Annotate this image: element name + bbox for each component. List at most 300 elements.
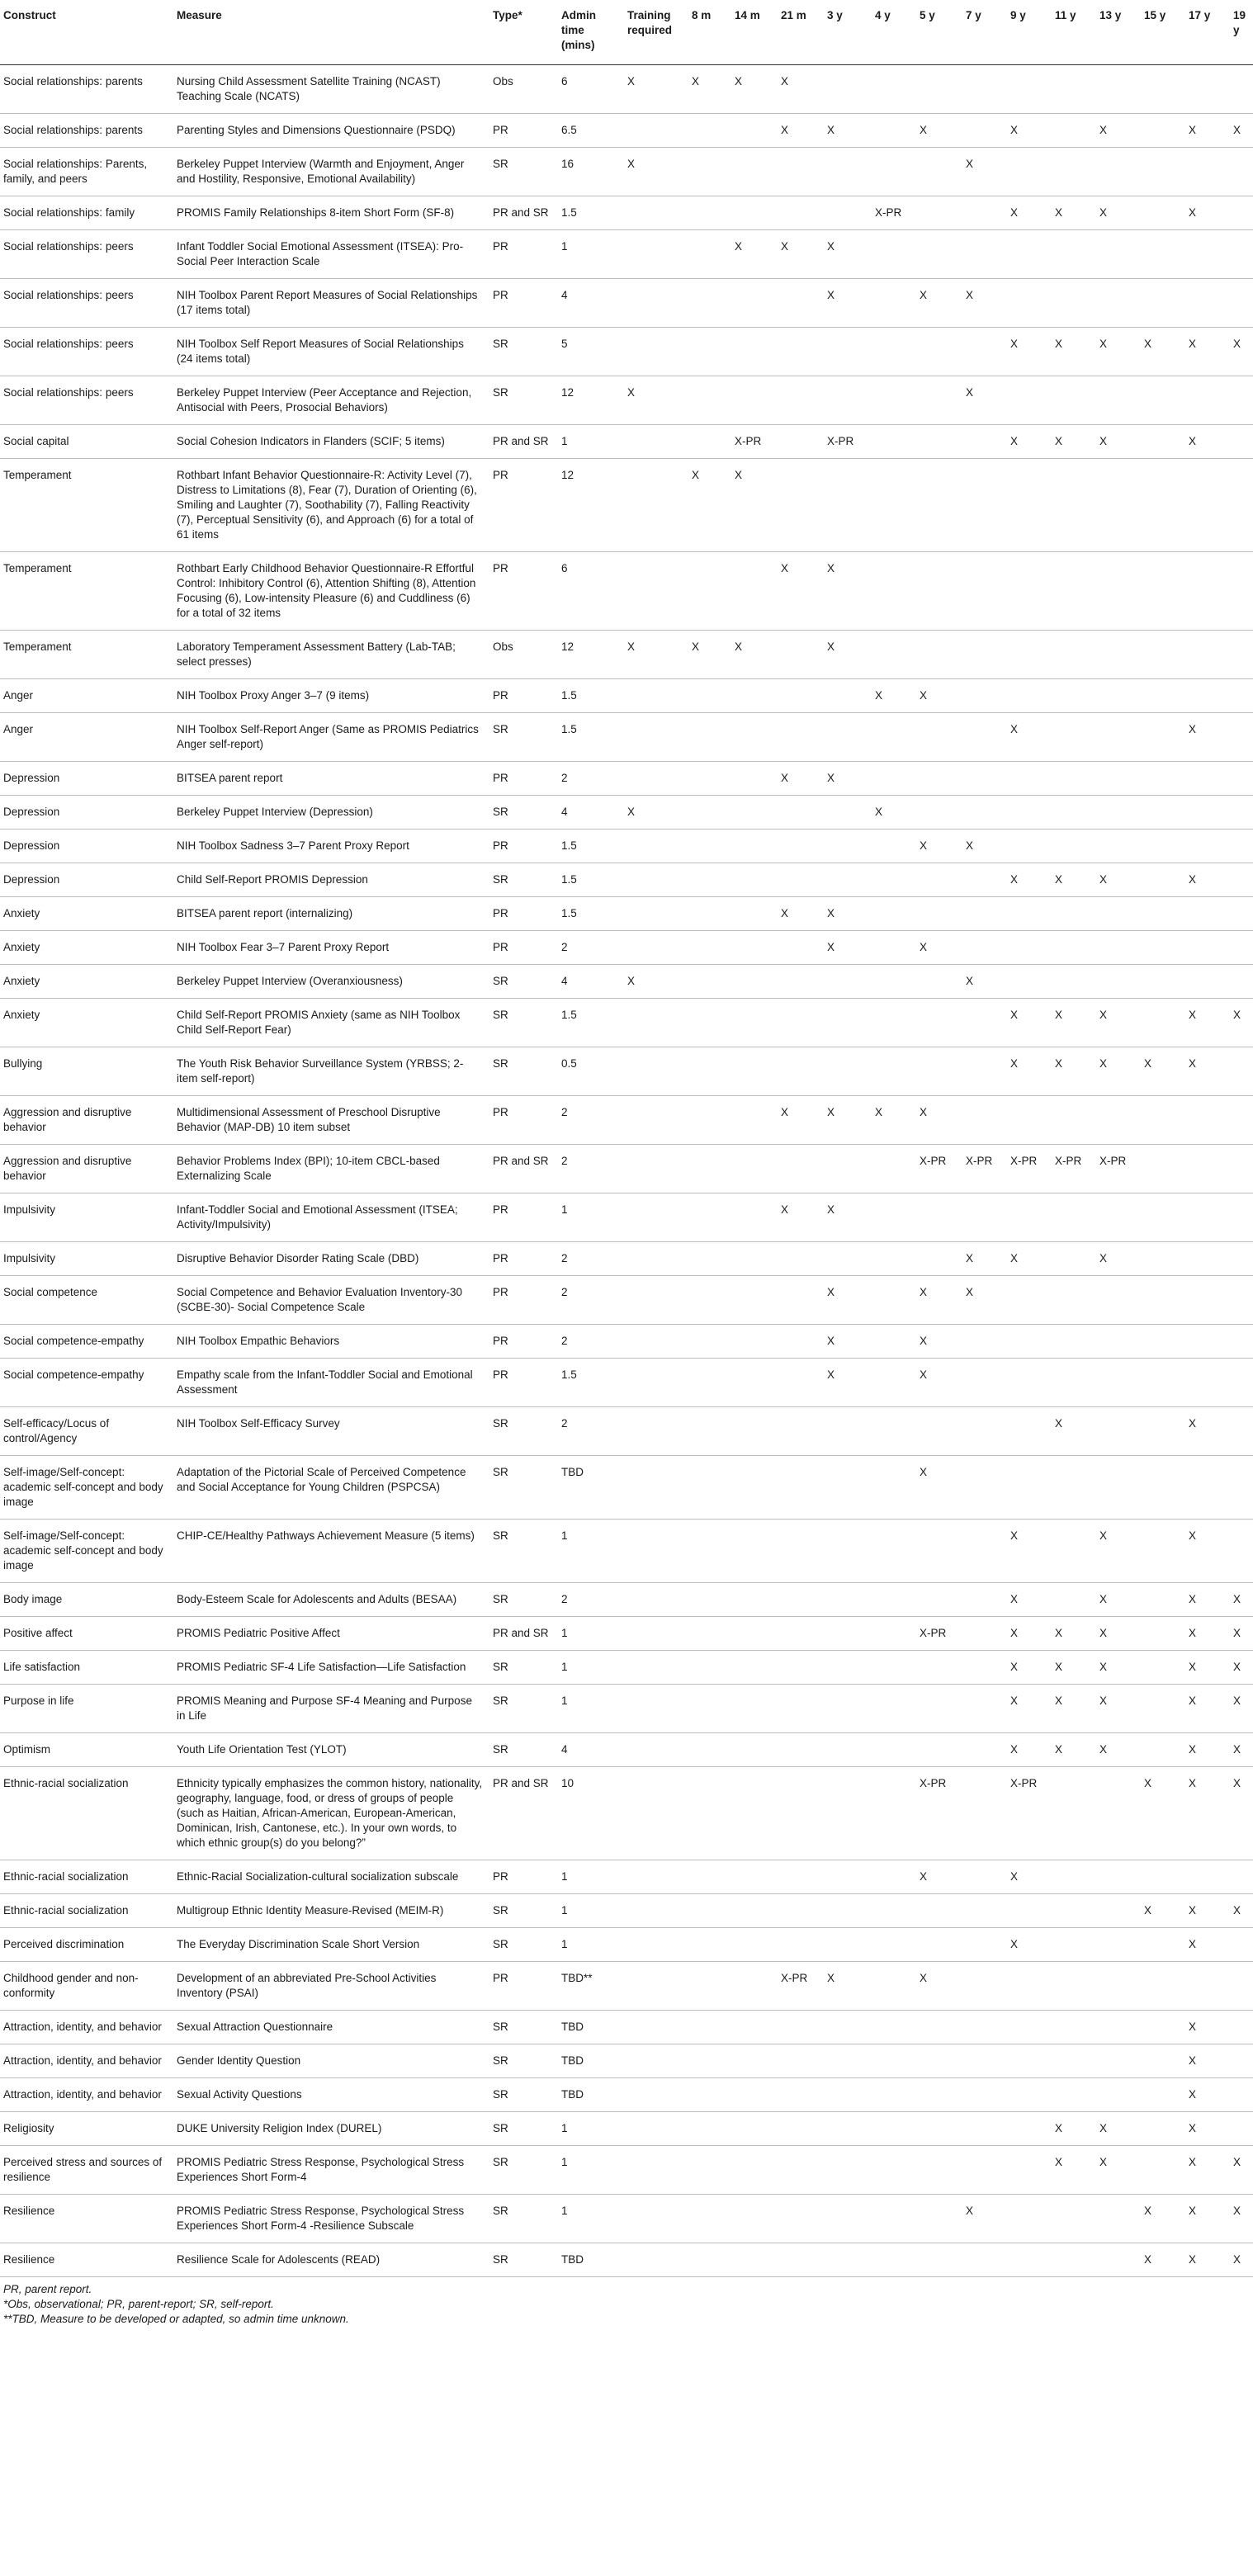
age-mark-cell: [961, 1520, 1005, 1583]
admin-time-cell: 1: [556, 230, 622, 279]
age-mark-cell: X: [961, 2195, 1005, 2243]
age-mark-cell: [776, 2112, 822, 2146]
age-mark-cell: [1139, 1145, 1184, 1193]
measure-cell: Empathy scale from the Infant-Toddler Social and Emotional Assessment: [172, 1359, 488, 1407]
age-mark-cell: [776, 931, 822, 965]
age-mark-cell: [1228, 425, 1253, 459]
age-mark-cell: [1095, 2195, 1139, 2243]
footnote: PR, parent report.: [3, 2283, 92, 2295]
age-mark-cell: X: [961, 830, 1005, 863]
age-mark-cell: [961, 1583, 1005, 1617]
age-mark-cell: [870, 1193, 915, 1242]
age-mark-cell: [730, 1096, 776, 1145]
training-cell: [622, 2243, 687, 2277]
table-row: [0, 2078, 1253, 2112]
age-mark-cell: [776, 2146, 822, 2195]
age-mark-cell: X: [1005, 1617, 1050, 1651]
type-cell: PR: [488, 279, 556, 328]
age-mark-cell: [687, 1583, 730, 1617]
age-mark-cell: [687, 1685, 730, 1733]
measure-cell: PROMIS Meaning and Purpose SF-4 Meaning and Purpose in Life: [172, 1685, 488, 1733]
age-mark-cell: X: [1005, 713, 1050, 762]
age-mark-cell: [687, 1767, 730, 1860]
age-mark-cell: X: [1095, 2146, 1139, 2195]
age-mark-cell: [1139, 1276, 1184, 1325]
age-mark-cell: X: [687, 631, 730, 679]
age-mark-cell: [961, 114, 1005, 148]
age-mark-cell: [870, 279, 915, 328]
admin-time-cell: TBD: [556, 2078, 622, 2112]
age-mark-cell: X: [1095, 1047, 1139, 1096]
age-mark-cell: [1050, 230, 1095, 279]
age-mark-cell: [915, 425, 961, 459]
age-mark-cell: [1228, 1520, 1253, 1583]
age-mark-cell: [822, 999, 870, 1047]
measure-cell: Berkeley Puppet Interview (Overanxiousness): [172, 965, 488, 999]
age-mark-cell: X: [915, 679, 961, 713]
age-mark-cell: [822, 1145, 870, 1193]
age-mark-cell: [1184, 965, 1228, 999]
age-mark-cell: [1095, 713, 1139, 762]
construct-cell: Social competence: [0, 1276, 172, 1325]
age-mark-cell: [1095, 230, 1139, 279]
age-mark-cell: [1228, 1359, 1253, 1407]
age-mark-cell: [730, 830, 776, 863]
column-header: 7 y: [961, 0, 1005, 65]
type-cell: SR: [488, 2195, 556, 2243]
age-mark-cell: [822, 196, 870, 230]
age-mark-cell: [915, 999, 961, 1047]
age-mark-cell: [1050, 2044, 1095, 2078]
construct-cell: Social relationships: peers: [0, 279, 172, 328]
age-mark-cell: [1050, 1894, 1095, 1928]
age-mark-cell: [1095, 830, 1139, 863]
age-mark-cell: X: [1184, 328, 1228, 376]
age-mark-cell: [1184, 1860, 1228, 1894]
age-mark-cell: [1095, 1325, 1139, 1359]
age-mark-cell: [822, 1456, 870, 1520]
type-cell: PR: [488, 1242, 556, 1276]
age-mark-cell: [1095, 459, 1139, 552]
age-mark-cell: [822, 328, 870, 376]
measure-cell: Development of an abbreviated Pre-School Activities Inventory (PSAI): [172, 1962, 488, 2011]
construct-cell: Bullying: [0, 1047, 172, 1096]
construct-cell: Anger: [0, 679, 172, 713]
age-mark-cell: [870, 1928, 915, 1962]
table-row: [0, 762, 1253, 796]
age-mark-cell: [687, 2243, 730, 2277]
age-mark-cell: [870, 830, 915, 863]
age-mark-cell: [730, 2011, 776, 2044]
construct-cell: Resilience: [0, 2243, 172, 2277]
training-cell: [622, 1145, 687, 1193]
age-mark-cell: X: [776, 552, 822, 631]
age-mark-cell: [1228, 1276, 1253, 1325]
age-mark-cell: [1228, 459, 1253, 552]
age-mark-cell: X: [822, 631, 870, 679]
measure-cell: BITSEA parent report (internalizing): [172, 897, 488, 931]
age-mark-cell: [1139, 1651, 1184, 1685]
age-mark-cell: [915, 1520, 961, 1583]
measure-cell: Multidimensional Assessment of Preschool Disruptive Behavior (MAP-DB) 10 item subset: [172, 1096, 488, 1145]
age-mark-cell: [1050, 1860, 1095, 1894]
age-mark-cell: [1139, 999, 1184, 1047]
age-mark-cell: [822, 1733, 870, 1767]
age-mark-cell: [687, 2112, 730, 2146]
age-mark-cell: [730, 1242, 776, 1276]
age-mark-cell: [1005, 679, 1050, 713]
training-cell: [622, 1096, 687, 1145]
age-mark-cell: X: [776, 1096, 822, 1145]
age-mark-cell: [1005, 931, 1050, 965]
construct-cell: Social relationships: peers: [0, 376, 172, 425]
admin-time-cell: 1.5: [556, 679, 622, 713]
type-cell: SR: [488, 148, 556, 196]
age-mark-cell: [687, 830, 730, 863]
column-header: 9 y: [1005, 0, 1050, 65]
age-mark-cell: [961, 762, 1005, 796]
age-mark-cell: [687, 863, 730, 897]
age-mark-cell: [776, 1583, 822, 1617]
age-mark-cell: [822, 2078, 870, 2112]
age-mark-cell: X: [961, 1276, 1005, 1325]
type-cell: SR: [488, 328, 556, 376]
age-mark-cell: [730, 1047, 776, 1096]
table-row: [0, 1685, 1253, 1733]
training-cell: [622, 2195, 687, 2243]
admin-time-cell: 6: [556, 552, 622, 631]
age-mark-cell: [870, 1733, 915, 1767]
measure-cell: Parenting Styles and Dimensions Questionnaire (PSDQ): [172, 114, 488, 148]
age-mark-cell: [961, 679, 1005, 713]
age-mark-cell: [1139, 1733, 1184, 1767]
age-mark-cell: [915, 1583, 961, 1617]
age-mark-cell: X: [730, 65, 776, 114]
age-mark-cell: [1139, 1407, 1184, 1456]
age-mark-cell: [776, 1733, 822, 1767]
age-mark-cell: [1095, 2078, 1139, 2112]
age-mark-cell: [822, 65, 870, 114]
age-mark-cell: X: [1095, 1685, 1139, 1733]
table-row: [0, 65, 1253, 114]
age-mark-cell: [1139, 679, 1184, 713]
age-mark-cell: [961, 931, 1005, 965]
age-mark-cell: [1228, 1145, 1253, 1193]
column-header: Admin time (mins): [556, 0, 622, 65]
age-mark-cell: [1005, 1456, 1050, 1520]
age-mark-cell: [730, 965, 776, 999]
measure-cell: Body-Esteem Scale for Adolescents and Adults (BESAA): [172, 1583, 488, 1617]
construct-cell: Depression: [0, 762, 172, 796]
admin-time-cell: 2: [556, 1096, 622, 1145]
age-mark-cell: X-PR: [870, 196, 915, 230]
age-mark-cell: [1050, 1359, 1095, 1407]
type-cell: PR and SR: [488, 1617, 556, 1651]
training-cell: [622, 2146, 687, 2195]
table-row: [0, 1193, 1253, 1242]
age-mark-cell: [915, 230, 961, 279]
age-mark-cell: X: [1050, 2146, 1095, 2195]
age-mark-cell: [776, 196, 822, 230]
age-mark-cell: [961, 631, 1005, 679]
age-mark-cell: X: [1005, 999, 1050, 1047]
age-mark-cell: [1139, 796, 1184, 830]
age-mark-cell: X: [1184, 2195, 1228, 2243]
age-mark-cell: [776, 1617, 822, 1651]
age-mark-cell: [1005, 2243, 1050, 2277]
age-mark-cell: [687, 679, 730, 713]
age-mark-cell: [822, 1242, 870, 1276]
table-row: [0, 1047, 1253, 1096]
age-mark-cell: [915, 2011, 961, 2044]
table-row: [0, 1651, 1253, 1685]
age-mark-cell: [870, 2195, 915, 2243]
age-mark-cell: [1228, 552, 1253, 631]
age-mark-cell: [687, 2078, 730, 2112]
training-cell: [622, 279, 687, 328]
age-mark-cell: X: [1050, 328, 1095, 376]
age-mark-cell: [1184, 1242, 1228, 1276]
age-mark-cell: [1005, 2112, 1050, 2146]
age-mark-cell: X: [1184, 1928, 1228, 1962]
age-mark-cell: X: [870, 1096, 915, 1145]
age-mark-cell: [1139, 1583, 1184, 1617]
measure-cell: NIH Toolbox Sadness 3–7 Parent Proxy Report: [172, 830, 488, 863]
age-mark-cell: [730, 114, 776, 148]
age-mark-cell: X: [1139, 1894, 1184, 1928]
admin-time-cell: 10: [556, 1767, 622, 1860]
age-mark-cell: [822, 2112, 870, 2146]
age-mark-cell: X: [1005, 1685, 1050, 1733]
age-mark-cell: [776, 713, 822, 762]
age-mark-cell: [1139, 65, 1184, 114]
age-mark-cell: X-PR: [776, 1962, 822, 2011]
age-mark-cell: [822, 830, 870, 863]
age-mark-cell: [1095, 1096, 1139, 1145]
age-mark-cell: X: [1005, 863, 1050, 897]
age-mark-cell: [687, 279, 730, 328]
age-mark-cell: [776, 830, 822, 863]
admin-time-cell: 2: [556, 1276, 622, 1325]
training-cell: [622, 1242, 687, 1276]
age-mark-cell: [961, 713, 1005, 762]
age-mark-cell: [1095, 1962, 1139, 2011]
age-mark-cell: [1139, 2078, 1184, 2112]
training-cell: [622, 897, 687, 931]
construct-cell: Social competence-empathy: [0, 1325, 172, 1359]
age-mark-cell: [1005, 1096, 1050, 1145]
admin-time-cell: 2: [556, 1145, 622, 1193]
type-cell: PR: [488, 1276, 556, 1325]
column-header: 3 y: [822, 0, 870, 65]
measure-cell: Nursing Child Assessment Satellite Training (NCAST) Teaching Scale (NCATS): [172, 65, 488, 114]
age-mark-cell: [687, 1894, 730, 1928]
age-mark-cell: [687, 1325, 730, 1359]
age-mark-cell: X: [1095, 1242, 1139, 1276]
table-row: [0, 114, 1253, 148]
construct-cell: Social relationships: parents: [0, 65, 172, 114]
age-mark-cell: [776, 1651, 822, 1685]
age-mark-cell: [870, 1617, 915, 1651]
age-mark-cell: [1050, 713, 1095, 762]
admin-time-cell: TBD: [556, 2044, 622, 2078]
age-mark-cell: [776, 1359, 822, 1407]
age-mark-cell: [1139, 196, 1184, 230]
age-mark-cell: X: [822, 279, 870, 328]
training-cell: X: [622, 148, 687, 196]
age-mark-cell: [870, 2243, 915, 2277]
measure-cell: Rothbart Early Childhood Behavior Questionnaire-R Effortful Control: Inhibitory Control (6), Attention Shifting (8), Attention Focusing (6), Low-intensity Pleasure (6) and Cuddliness (6) for a total of 32 items: [172, 552, 488, 631]
age-mark-cell: [1228, 631, 1253, 679]
table-row: [0, 1242, 1253, 1276]
age-mark-cell: [687, 1617, 730, 1651]
age-mark-cell: [1050, 1193, 1095, 1242]
admin-time-cell: TBD: [556, 2243, 622, 2277]
age-mark-cell: [1005, 376, 1050, 425]
age-mark-cell: [1184, 762, 1228, 796]
table-row: [0, 2146, 1253, 2195]
column-header: 4 y: [870, 0, 915, 65]
age-mark-cell: [730, 328, 776, 376]
age-mark-cell: X: [1228, 328, 1253, 376]
measure-cell: Infant Toddler Social Emotional Assessment (ITSEA): Pro-Social Peer Interaction Scale: [172, 230, 488, 279]
age-mark-cell: X: [1050, 1733, 1095, 1767]
measure-cell: NIH Toolbox Self-Efficacy Survey: [172, 1407, 488, 1456]
age-mark-cell: [776, 796, 822, 830]
training-cell: [622, 830, 687, 863]
age-mark-cell: [1005, 1359, 1050, 1407]
measure-cell: Child Self-Report PROMIS Depression: [172, 863, 488, 897]
age-mark-cell: [1139, 2011, 1184, 2044]
age-mark-cell: [870, 148, 915, 196]
age-mark-cell: [687, 931, 730, 965]
type-cell: SR: [488, 796, 556, 830]
age-mark-cell: X-PR: [915, 1145, 961, 1193]
training-cell: [622, 1685, 687, 1733]
age-mark-cell: [1050, 631, 1095, 679]
age-mark-cell: [822, 2044, 870, 2078]
table-row: [0, 2044, 1253, 2078]
age-mark-cell: X: [1228, 1651, 1253, 1685]
age-mark-cell: [961, 2078, 1005, 2112]
age-mark-cell: [1228, 1456, 1253, 1520]
age-mark-cell: [915, 1733, 961, 1767]
age-mark-cell: [822, 713, 870, 762]
training-cell: [622, 459, 687, 552]
age-mark-cell: [730, 1860, 776, 1894]
age-mark-cell: [915, 965, 961, 999]
age-mark-cell: X: [1184, 1685, 1228, 1733]
type-cell: SR: [488, 1407, 556, 1456]
admin-time-cell: 1: [556, 1651, 622, 1685]
table-row: [0, 999, 1253, 1047]
age-mark-cell: X: [1228, 2243, 1253, 2277]
age-mark-cell: [961, 1325, 1005, 1359]
age-mark-cell: [1050, 897, 1095, 931]
training-cell: [622, 2078, 687, 2112]
construct-cell: Resilience: [0, 2195, 172, 2243]
age-mark-cell: X: [1005, 328, 1050, 376]
age-mark-cell: [1005, 459, 1050, 552]
column-header: Construct: [0, 0, 172, 65]
measure-cell: BITSEA parent report: [172, 762, 488, 796]
training-cell: X: [622, 65, 687, 114]
construct-cell: Self-image/Self-concept: academic self-concept and body image: [0, 1456, 172, 1520]
age-mark-cell: [1139, 1456, 1184, 1520]
age-mark-cell: [1228, 1242, 1253, 1276]
age-mark-cell: [961, 1407, 1005, 1456]
age-mark-cell: [776, 376, 822, 425]
age-mark-cell: [1095, 931, 1139, 965]
age-mark-cell: [870, 1583, 915, 1617]
age-mark-cell: [1228, 376, 1253, 425]
training-cell: [622, 1767, 687, 1860]
age-mark-cell: X: [1005, 1520, 1050, 1583]
age-mark-cell: [1184, 552, 1228, 631]
age-mark-cell: [730, 1651, 776, 1685]
age-mark-cell: [870, 863, 915, 897]
age-mark-cell: [1005, 762, 1050, 796]
age-mark-cell: [776, 1928, 822, 1962]
age-mark-cell: X-PR: [1005, 1767, 1050, 1860]
age-mark-cell: [776, 1242, 822, 1276]
age-mark-cell: [822, 796, 870, 830]
age-mark-cell: [1050, 830, 1095, 863]
age-mark-cell: [1139, 931, 1184, 965]
age-mark-cell: [1050, 148, 1095, 196]
measure-cell: PROMIS Family Relationships 8-item Short Form (SF-8): [172, 196, 488, 230]
type-cell: SR: [488, 1685, 556, 1733]
age-mark-cell: [915, 1242, 961, 1276]
age-mark-cell: X-PR: [1050, 1145, 1095, 1193]
age-mark-cell: X: [915, 114, 961, 148]
age-mark-cell: [870, 713, 915, 762]
age-mark-cell: [870, 230, 915, 279]
age-mark-cell: [1228, 1325, 1253, 1359]
age-mark-cell: X: [1184, 2011, 1228, 2044]
age-mark-cell: [915, 2112, 961, 2146]
age-mark-cell: [1228, 897, 1253, 931]
age-mark-cell: [961, 1359, 1005, 1407]
age-mark-cell: [961, 1047, 1005, 1096]
age-mark-cell: [687, 999, 730, 1047]
training-cell: X: [622, 376, 687, 425]
age-mark-cell: [822, 1651, 870, 1685]
table-row: [0, 2011, 1253, 2044]
column-header: 13 y: [1095, 0, 1139, 65]
age-mark-cell: [870, 2078, 915, 2112]
age-mark-cell: [1050, 2195, 1095, 2243]
table-row: [0, 148, 1253, 196]
measure-cell: Sexual Attraction Questionnaire: [172, 2011, 488, 2044]
age-mark-cell: X: [1095, 1733, 1139, 1767]
age-mark-cell: X: [1005, 1733, 1050, 1767]
age-mark-cell: [870, 1359, 915, 1407]
age-mark-cell: [687, 1407, 730, 1456]
age-mark-cell: [961, 2044, 1005, 2078]
age-mark-cell: X-PR: [1005, 1145, 1050, 1193]
age-mark-cell: X: [1005, 1860, 1050, 1894]
age-mark-cell: [687, 1520, 730, 1583]
footnote: *Obs, observational; PR, parent-report; SR, self-report.: [3, 2298, 274, 2310]
admin-time-cell: TBD**: [556, 1962, 622, 2011]
admin-time-cell: 4: [556, 279, 622, 328]
type-cell: SR: [488, 1651, 556, 1685]
age-mark-cell: [870, 1894, 915, 1928]
age-mark-cell: [1095, 65, 1139, 114]
age-mark-cell: [1005, 965, 1050, 999]
type-cell: PR: [488, 230, 556, 279]
